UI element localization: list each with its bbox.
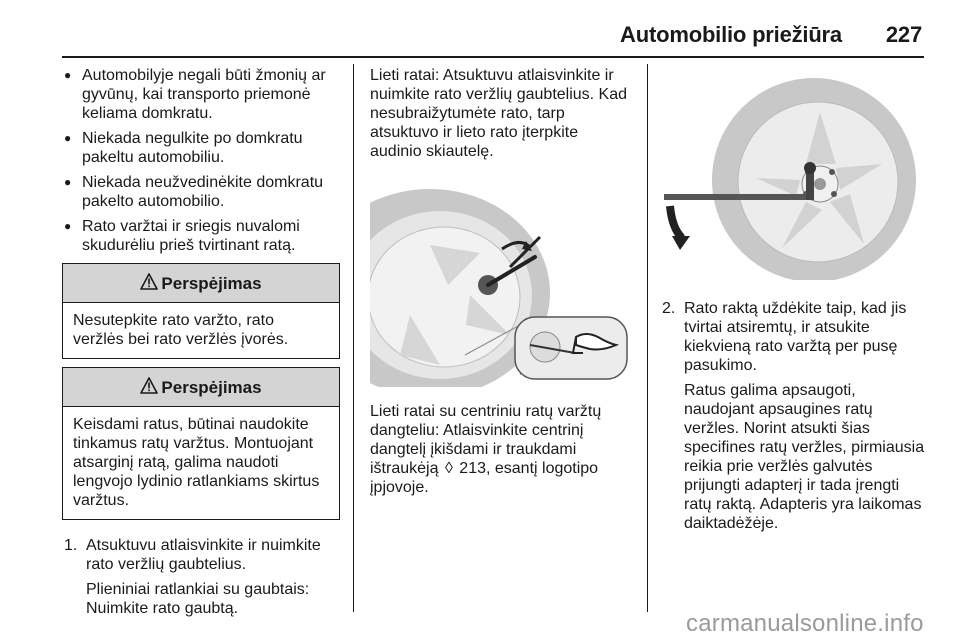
warning-triangle-icon: [140, 273, 158, 294]
warning-header: [63, 264, 339, 303]
warning-triangle-icon: [140, 377, 158, 398]
caption-before: Lieti ratai su centriniu ratų varžtų dangteliu: Atlaisvinkite centrinį dangtelį įkišdami ir traukdami ištraukėją: [370, 403, 602, 477]
warning-text: Keisdami ratus, būtinai naudokite tinkamus ratų varžtus. Montuojant atsarginį ratą, galima naudoti lengvojo lydinio ratlankiams skirtus varžtus.: [73, 416, 320, 509]
warning-text: Nesutepkite rato varžto, rato veržlės bei rato veržlės įvorės.: [73, 312, 289, 348]
section-title: Automobilio priežiūra: [620, 22, 842, 47]
wheel-wrench-illustration: [660, 68, 926, 285]
column-left: [62, 66, 340, 624]
step-2: [660, 299, 926, 533]
column-divider: [353, 64, 354, 612]
safety-bullet-list: [62, 66, 340, 255]
list-item: ● Automobilyje negali būti žmonių ar gyvūnų, kai transporto priemonė keliama domkratu.: [62, 66, 340, 123]
warning-header: [63, 368, 339, 407]
watermark: carmanualsonline.info: [686, 610, 924, 637]
warning-title: Perspėjimas: [161, 377, 262, 397]
center-cap-instructions: [370, 402, 634, 497]
list-item: ● Niekada negulkite po domkratu pakeltu automobiliu.: [62, 129, 340, 167]
alloy-wheel-instructions: Lieti ratai: Atsuktuvu atlaisvinkite ir nuimkite rato veržlių gaubtelius. Kad nesubraižytumėte rato, tarp atsuktuvo ir lieto rato įterpkite audinio skiautelę.: [370, 67, 628, 160]
warning-box-bolts: [62, 367, 340, 520]
step-subtext: Ratus galima apsaugoti, naudojant apsaugines ratų veržles. Norint atsukti šias specifines ratų veržles, pirmiausia reikia prie veržlės galvutės prijungti adapterį ir tada įrengti ratų raktą. Adapteris yra laikomas daiktadėžėje.: [684, 382, 925, 532]
page-number: 227: [885, 22, 922, 47]
list-item: ● Niekada neužvedinėkite domkratu pakelto automobilio.: [62, 173, 340, 211]
header-divider: [62, 56, 924, 58]
column-divider: [647, 64, 648, 612]
list-item: ● Rato varžtai ir sriegis nuvalomi skudurėliu prieš tvirtinant ratą.: [62, 217, 340, 255]
caption-after: 213, esantį logotipo įpjovoje.: [370, 460, 599, 496]
column-middle: [370, 66, 634, 497]
warning-title: Perspėjimas: [161, 273, 262, 293]
step-text: Rato raktą uždėkite taip, kad jis tvirtai atsiremtų, ir atsukite kiekvieną rato varžtą per pusę pasukimo.: [684, 300, 907, 374]
step-number: 1.: [64, 537, 78, 554]
step-subtext: Plieniniai ratlankiai su gaubtais: Nuimkite rato gaubtą.: [86, 581, 310, 617]
warning-box-lubrication: [62, 263, 340, 359]
column-right: [660, 66, 926, 539]
step-1: [62, 536, 340, 618]
wheel-cap-illustration: [370, 175, 634, 392]
step-text: Atsuktuvu atlaisvinkite ir nuimkite rato veržlių gaubtelius.: [86, 537, 321, 573]
page-header: [620, 22, 922, 48]
page-reference-icon: ◊: [444, 460, 453, 477]
step-number: 2.: [662, 300, 676, 317]
